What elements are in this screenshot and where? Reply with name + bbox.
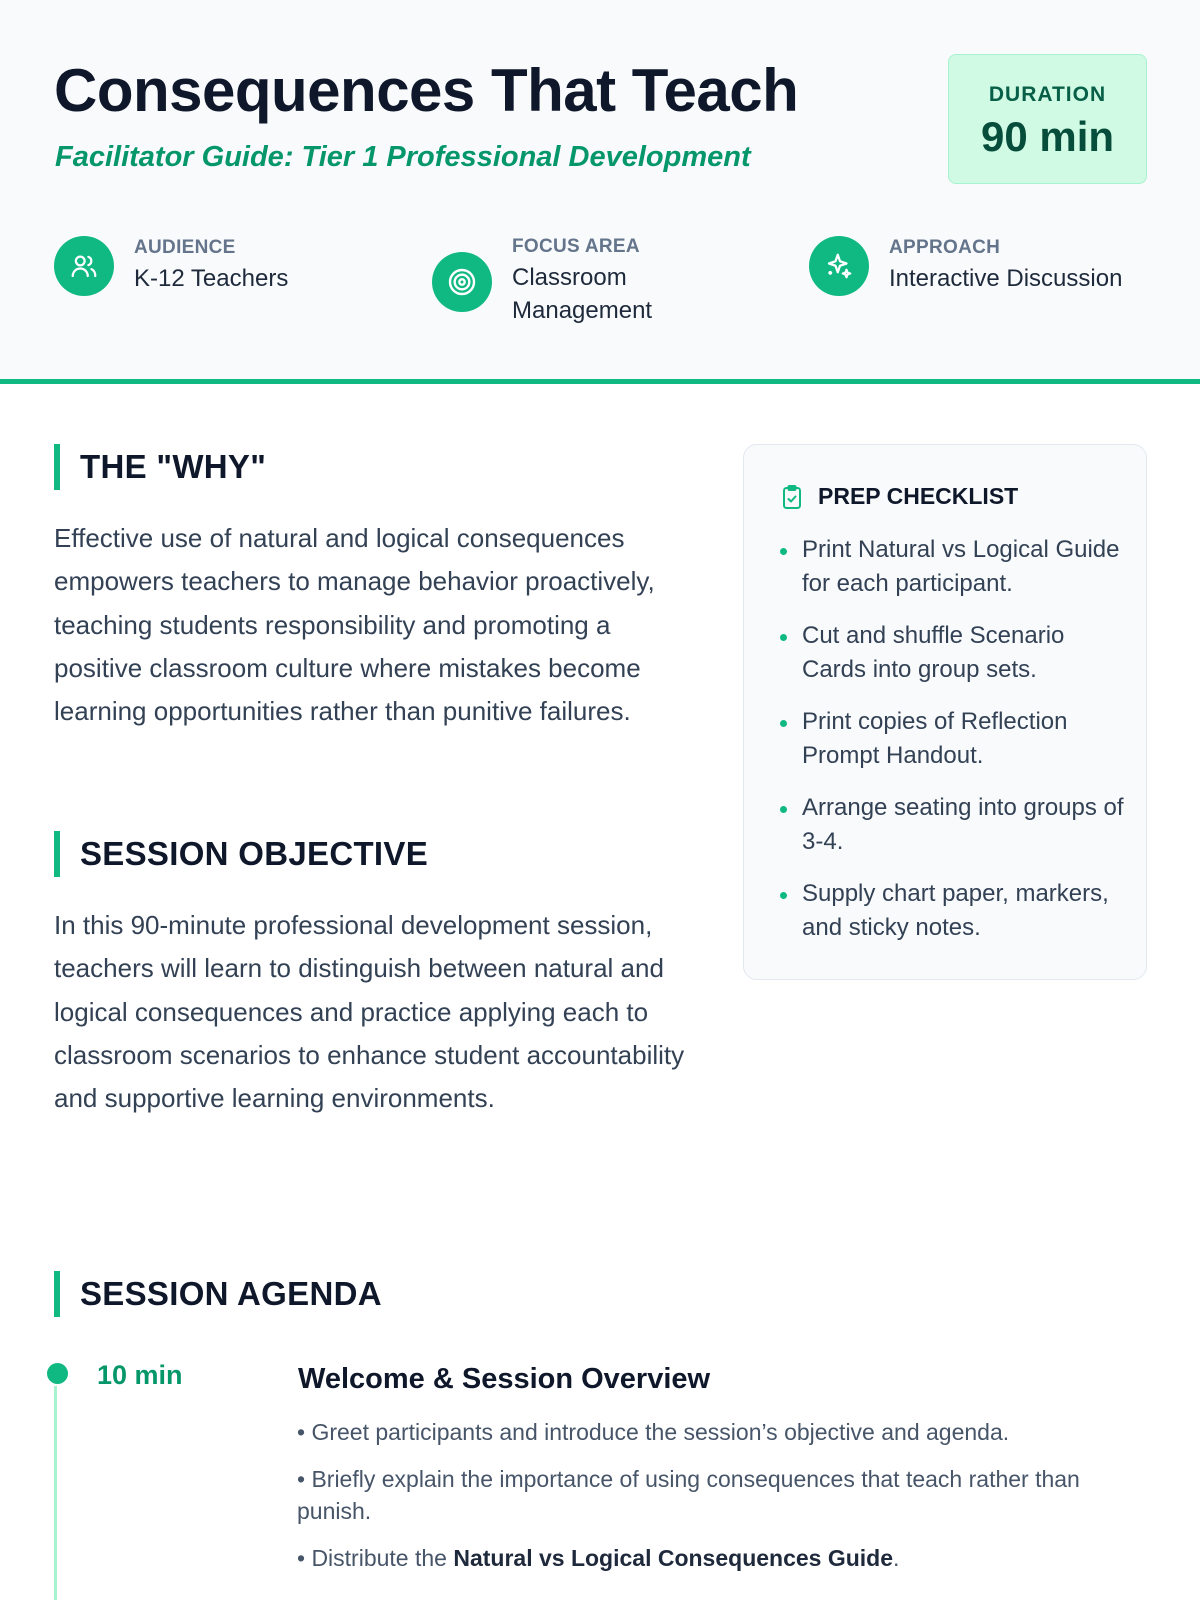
- heading-accent-bar: [54, 831, 60, 877]
- sparkles-icon: [809, 236, 869, 296]
- checklist-item: Print copies of Reflection Prompt Handout.: [780, 705, 1125, 772]
- page-title: Consequences That Teach: [54, 57, 799, 124]
- agenda-point: • Briefly explain the importance of using consequences that teach rather than punish.: [297, 1466, 1080, 1524]
- meta-approach: [809, 236, 1122, 296]
- why-body: Effective use of natural and logical consequences empowers teachers to manage behavior proactively, teaching students responsibility and promoting a positive classroom culture where mistakes become learning opportunities rather than punitive failures.: [54, 523, 655, 727]
- timeline-dot: [47, 1363, 68, 1384]
- target-icon: [432, 252, 492, 312]
- prep-checklist: [743, 444, 1147, 980]
- meta-focus-area: [432, 236, 672, 327]
- agenda-item-points: [297, 1416, 1137, 1589]
- heading-accent-bar: [54, 1271, 60, 1317]
- checklist-heading: PREP CHECKLIST: [818, 483, 1019, 509]
- meta-value: K-12 Teachers: [134, 265, 289, 292]
- meta-value: Classroom Management: [512, 264, 653, 324]
- clipboard-check-icon: [780, 484, 804, 510]
- meta-value: Interactive Discussion: [889, 265, 1123, 292]
- objective-body: In this 90-minute professional development session, teachers will learn to distinguish between natural and logical consequences and practice applying each to classroom scenarios to enhance student accountability and supportive learning environments.: [54, 910, 685, 1114]
- checklist-item: Arrange seating into groups of 3-4.: [780, 791, 1125, 858]
- meta-label: AUDIENCE: [134, 237, 236, 258]
- agenda-point: • Greet participants and introduce the session’s objective and agenda.: [297, 1419, 1010, 1445]
- page-subtitle: Facilitator Guide: Tier 1 Professional Development: [55, 141, 751, 173]
- duration-badge: [948, 54, 1147, 184]
- agenda-time: 10 min: [97, 1360, 183, 1390]
- checklist-item: Print Natural vs Logical Guide for each participant.: [780, 533, 1125, 600]
- duration-label: DURATION: [988, 83, 1107, 106]
- agenda-point: [297, 1542, 1137, 1574]
- page-header: [0, 0, 1200, 384]
- meta-label: FOCUS AREA: [512, 236, 640, 257]
- objective-heading-text: SESSION OBJECTIVE: [80, 835, 429, 872]
- agenda-point-prefix: • Distribute the: [297, 1545, 454, 1571]
- checklist-item: Cut and shuffle Scenario Cards into group sets.: [780, 619, 1125, 686]
- agenda-heading-text: SESSION AGENDA: [80, 1275, 382, 1312]
- agenda-point-suffix: .: [893, 1545, 900, 1571]
- objective-heading: [54, 831, 428, 877]
- users-icon: [54, 236, 114, 296]
- agenda-heading: [54, 1271, 382, 1317]
- meta-label: APPROACH: [889, 237, 1001, 258]
- agenda-item-title: Welcome & Session Overview: [298, 1363, 711, 1395]
- why-heading: [54, 444, 266, 490]
- timeline-line: [54, 1386, 57, 1600]
- heading-accent-bar: [54, 444, 60, 490]
- why-heading-text: THE "WHY": [80, 448, 267, 485]
- meta-audience: [54, 236, 288, 296]
- duration-value: 90 min: [980, 113, 1115, 160]
- checklist-item: Supply chart paper, markers, and sticky notes.: [780, 877, 1125, 944]
- agenda-point-bold: Natural vs Logical Consequences Guide: [453, 1545, 894, 1571]
